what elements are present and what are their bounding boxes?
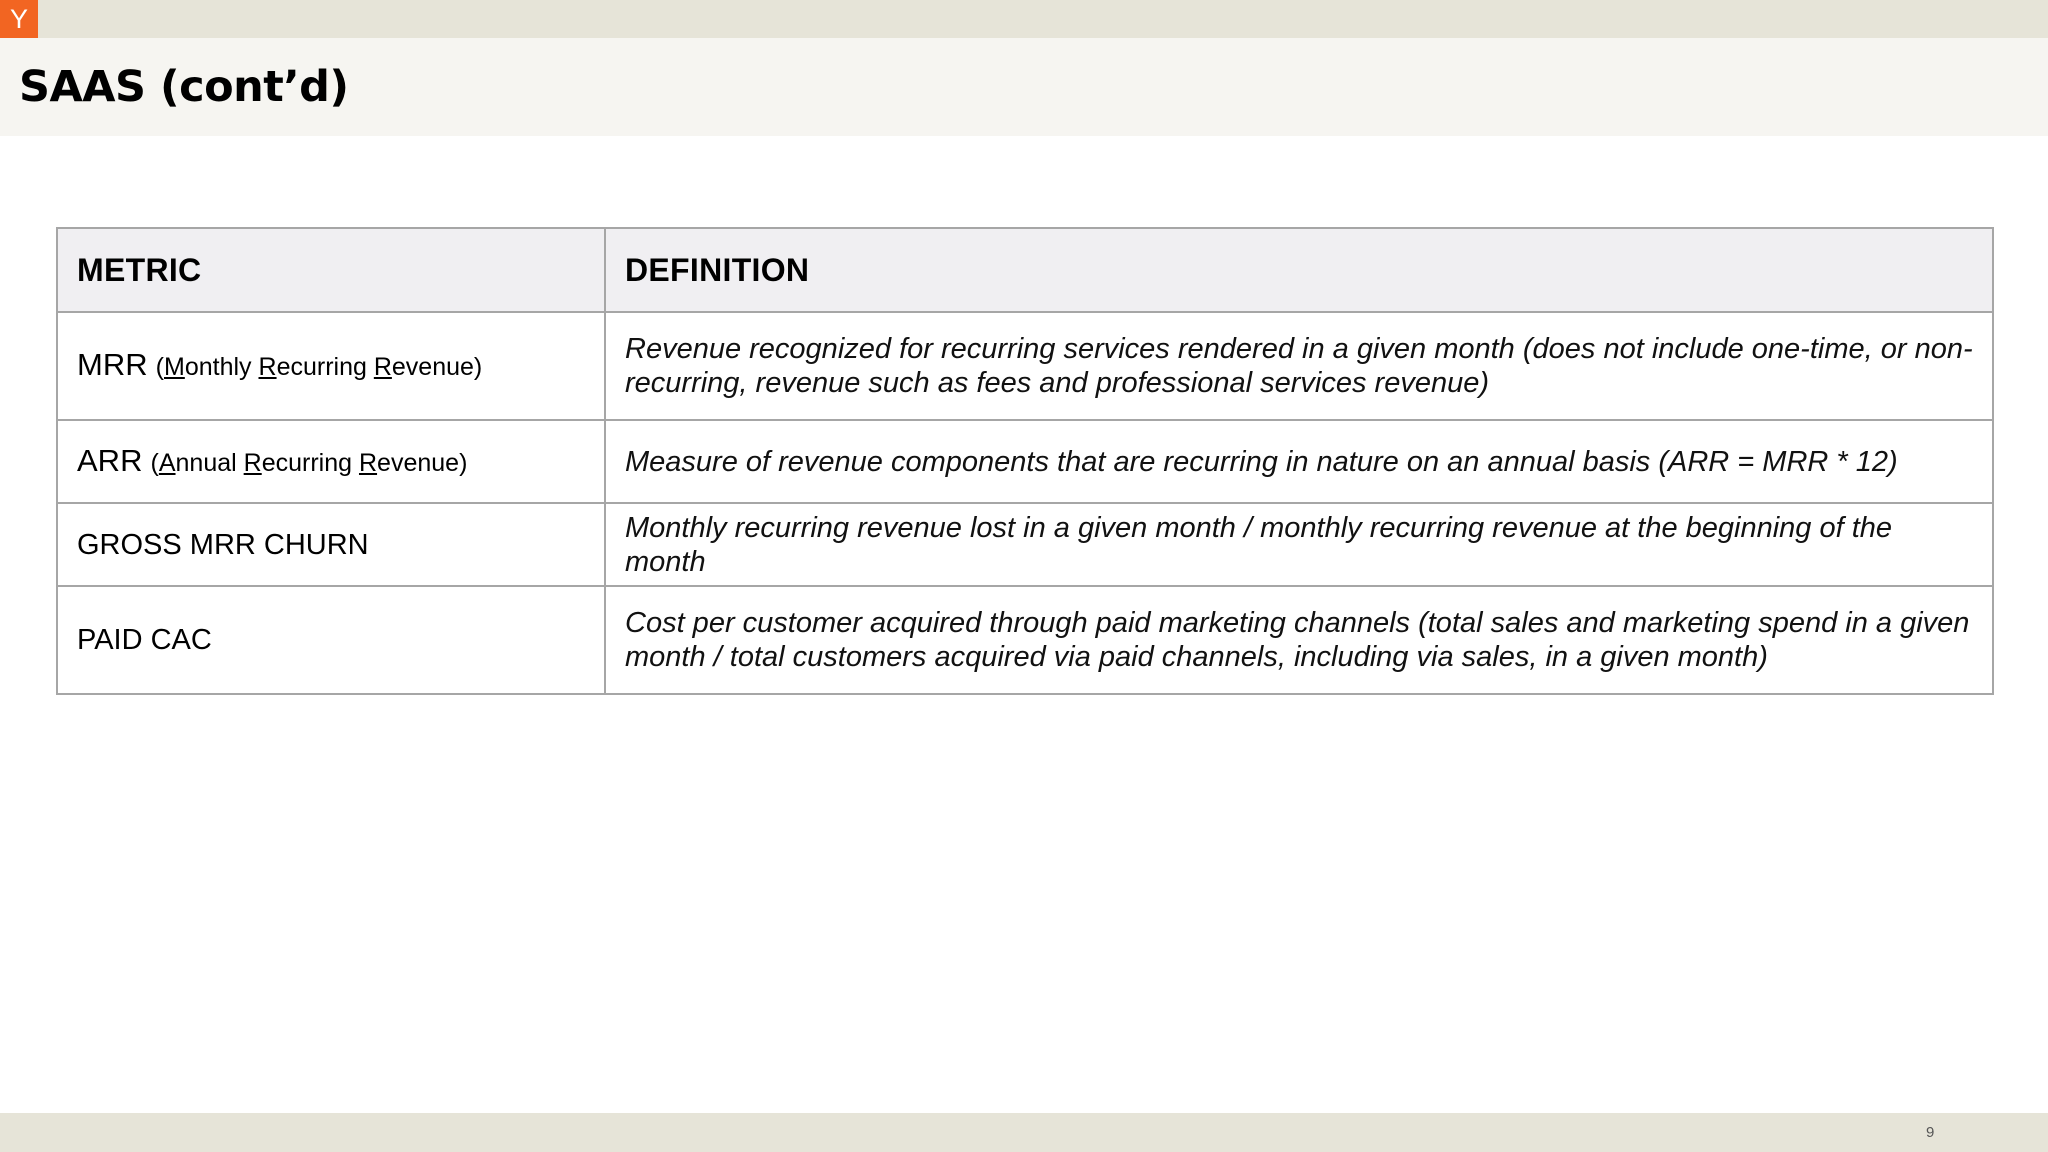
table-row-gross-mrr-churn	[57, 503, 1993, 586]
metrics-table	[56, 227, 1994, 695]
metric-cell-paid-cac: PAID CAC	[57, 586, 605, 694]
metric-cell-mrr	[57, 312, 605, 420]
table-header-row	[57, 228, 1993, 312]
column-header-definition: DEFINITION	[605, 228, 1993, 312]
footer-bar	[0, 1113, 2048, 1152]
top-bar	[0, 0, 2048, 38]
column-header-metric: METRIC	[57, 228, 605, 312]
table-row-mrr	[57, 312, 1993, 420]
metric-expansion: (Monthly Recurring Revenue)	[155, 353, 483, 381]
definition-cell-mrr: Revenue recognized for recurring services rendered in a given month (does not include one-time, or non-recurring, revenue such as fees and professional services revenue)	[605, 312, 1993, 420]
table-row-arr	[57, 420, 1993, 503]
definition-cell-paid-cac: Cost per customer acquired through paid marketing channels (total sales and marketing spend in a given month / total customers acquired via paid channels, including via sales, in a given month)	[605, 586, 1993, 694]
definition-cell-gross-mrr-churn: Monthly recurring revenue lost in a given month / monthly recurring revenue at the beginning of the month	[605, 503, 1993, 586]
metric-expansion: (Annual Recurring Revenue)	[150, 448, 468, 477]
table-row-paid-cac	[57, 586, 1993, 694]
y-logo-icon: Y	[0, 0, 38, 38]
metric-abbr: ARR	[77, 442, 143, 478]
metric-cell-gross-mrr-churn: GROSS MRR CHURN	[57, 503, 605, 586]
metric-cell-arr	[57, 420, 605, 503]
slide-title: SAAS (cont’d)	[19, 62, 349, 112]
definition-cell-arr: Measure of revenue components that are recurring in nature on an annual basis (ARR = MRR * 12)	[605, 420, 1993, 503]
metric-abbr: MRR	[77, 347, 148, 382]
page-number: 9	[1926, 1124, 1935, 1141]
